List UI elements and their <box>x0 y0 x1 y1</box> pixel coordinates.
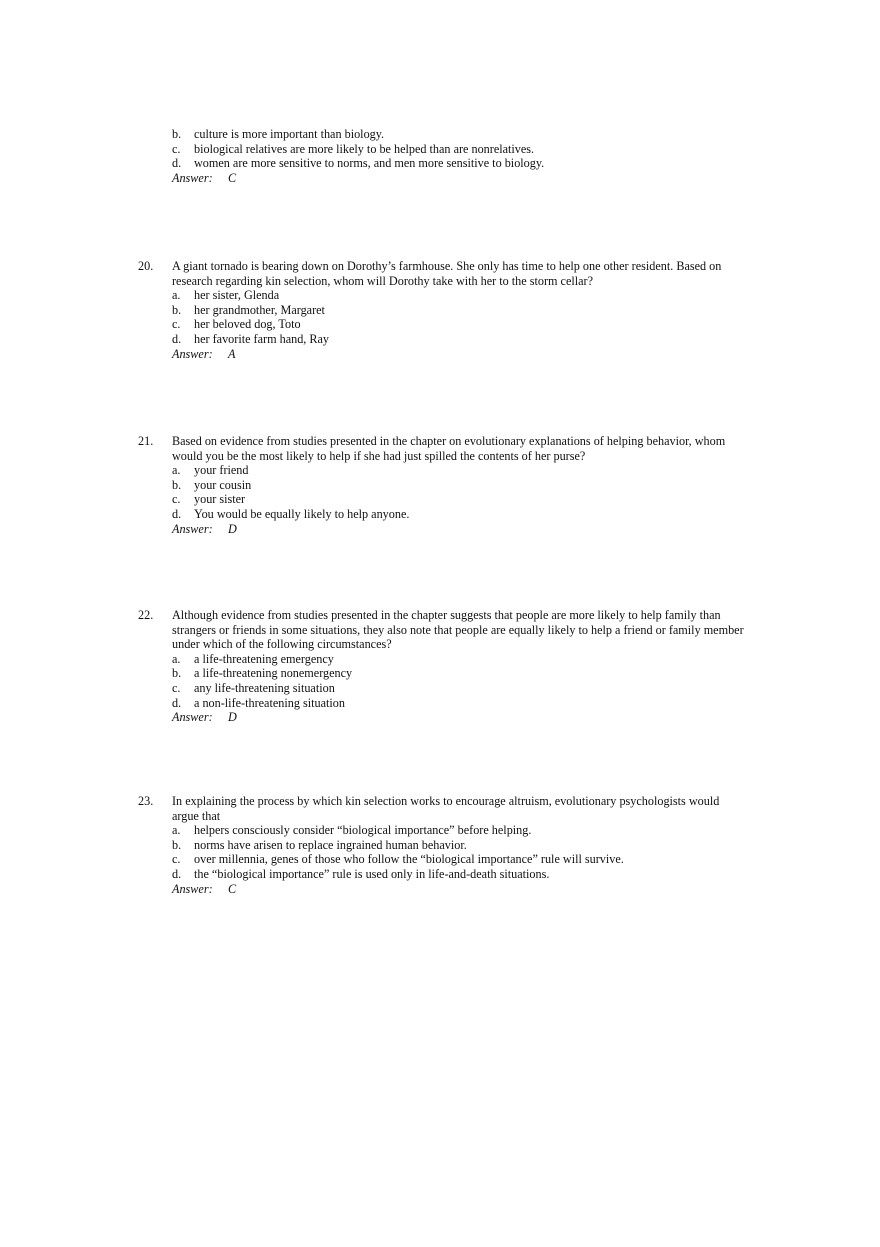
question-stem: In explaining the process by which kin selection works to encourage altruism, evolutionary psychologists would argue that <box>172 794 720 823</box>
option-text: You would be equally likely to help anyone. <box>194 506 410 521</box>
question-23 <box>138 794 748 896</box>
option-text: her favorite farm hand, Ray <box>194 331 330 346</box>
option-text: her beloved dog, Toto <box>194 317 301 332</box>
option-text: your cousin <box>194 477 252 492</box>
question-stem: Although evidence from studies presented in the chapter suggests that people are more likely to help family than strangers or friends in some situations, they also note that people are equally likely to help a friend or family member under which of the following circumstances? <box>172 608 744 652</box>
option-a <box>138 288 748 303</box>
question-number: 20. <box>138 259 154 273</box>
answer-label: Answer: <box>172 170 213 185</box>
option-letter: d. <box>172 866 182 881</box>
answer-line <box>138 710 748 725</box>
option-c <box>138 317 748 332</box>
answer-value: C <box>228 170 237 185</box>
answer-value: A <box>228 346 236 361</box>
option-text: over millennia, genes of those who follow the “biological importance” rule will survive. <box>194 852 624 867</box>
option-letter: a. <box>172 463 181 478</box>
question-stem: A giant tornado is bearing down on Dorothy’s farmhouse. She only has time to help one other resident. Based on research regarding kin selection, whom will Dorothy take with her to the storm cellar? <box>172 259 722 288</box>
option-letter: b. <box>172 666 182 681</box>
option-letter: b. <box>172 127 182 141</box>
option-b <box>138 303 748 318</box>
option-a <box>138 652 748 667</box>
answer-line <box>138 347 748 362</box>
option-d <box>138 696 748 711</box>
answer-label: Answer: <box>172 710 213 725</box>
question-number: 22. <box>138 608 154 622</box>
option-text: any life-threatening situation <box>194 680 335 695</box>
answer-value: D <box>228 710 237 725</box>
option-letter: a. <box>172 288 181 303</box>
option-text: a non-life-threatening situation <box>194 695 345 710</box>
answer-value: D <box>228 521 237 536</box>
option-letter: a. <box>172 823 181 838</box>
option-b <box>138 127 748 142</box>
option-text: your sister <box>194 492 246 507</box>
answer-line <box>138 882 748 897</box>
option-text: her grandmother, Margaret <box>194 302 325 317</box>
option-text: a life-threatening nonemergency <box>194 666 353 681</box>
question-number: 21. <box>138 434 154 448</box>
option-text: helpers consciously consider “biological importance” before helping. <box>194 823 532 838</box>
option-text: your friend <box>194 463 249 478</box>
option-letter: b. <box>172 837 182 852</box>
option-text: norms have arisen to replace ingrained human behavior. <box>194 837 467 852</box>
option-b <box>138 666 748 681</box>
answer-label: Answer: <box>172 346 213 361</box>
option-d <box>138 507 748 522</box>
question-stem-row <box>138 794 748 823</box>
option-letter: d. <box>172 506 182 521</box>
option-c <box>138 852 748 867</box>
option-letter: d. <box>172 331 182 346</box>
option-text: her sister, Glenda <box>194 288 280 303</box>
question-19-fragment <box>138 127 748 185</box>
answer-line <box>138 522 748 537</box>
option-a <box>138 463 748 478</box>
question-stem: Based on evidence from studies presented in the chapter on evolutionary explanations of helping behavior, whom would you be the most likely to help if she had just spilled the contents of her purse? <box>172 434 726 463</box>
option-letter: d. <box>172 695 182 710</box>
question-22 <box>138 608 748 725</box>
option-text: the “biological importance” rule is used only in life-and-death situations. <box>194 866 550 881</box>
question-20 <box>138 259 748 361</box>
option-text: biological relatives are more likely to be helped than are nonrelatives. <box>194 141 535 156</box>
option-text: women are more sensitive to norms, and men more sensitive to biology. <box>194 156 545 171</box>
option-letter: b. <box>172 302 182 317</box>
option-b <box>138 838 748 853</box>
option-d <box>138 156 748 171</box>
option-letter: c. <box>172 492 181 507</box>
question-stem-row <box>138 434 748 463</box>
option-c <box>138 681 748 696</box>
option-d <box>138 867 748 882</box>
option-c <box>138 492 748 507</box>
question-21 <box>138 434 748 536</box>
option-d <box>138 332 748 347</box>
answer-label: Answer: <box>172 521 213 536</box>
option-a <box>138 823 748 838</box>
answer-line <box>138 171 748 186</box>
option-text: culture is more important than biology. <box>194 127 385 141</box>
answer-label: Answer: <box>172 881 213 896</box>
answer-value: C <box>228 881 237 896</box>
option-letter: a. <box>172 651 181 666</box>
question-number: 23. <box>138 794 154 808</box>
option-letter: c. <box>172 141 181 156</box>
option-letter: c. <box>172 852 181 867</box>
option-b <box>138 478 748 493</box>
question-stem-row <box>138 259 748 288</box>
option-letter: d. <box>172 156 182 171</box>
option-c <box>138 142 748 157</box>
option-letter: b. <box>172 477 182 492</box>
option-letter: c. <box>172 680 181 695</box>
option-text: a life-threatening emergency <box>194 651 334 666</box>
question-stem-row <box>138 608 748 652</box>
option-letter: c. <box>172 317 181 332</box>
